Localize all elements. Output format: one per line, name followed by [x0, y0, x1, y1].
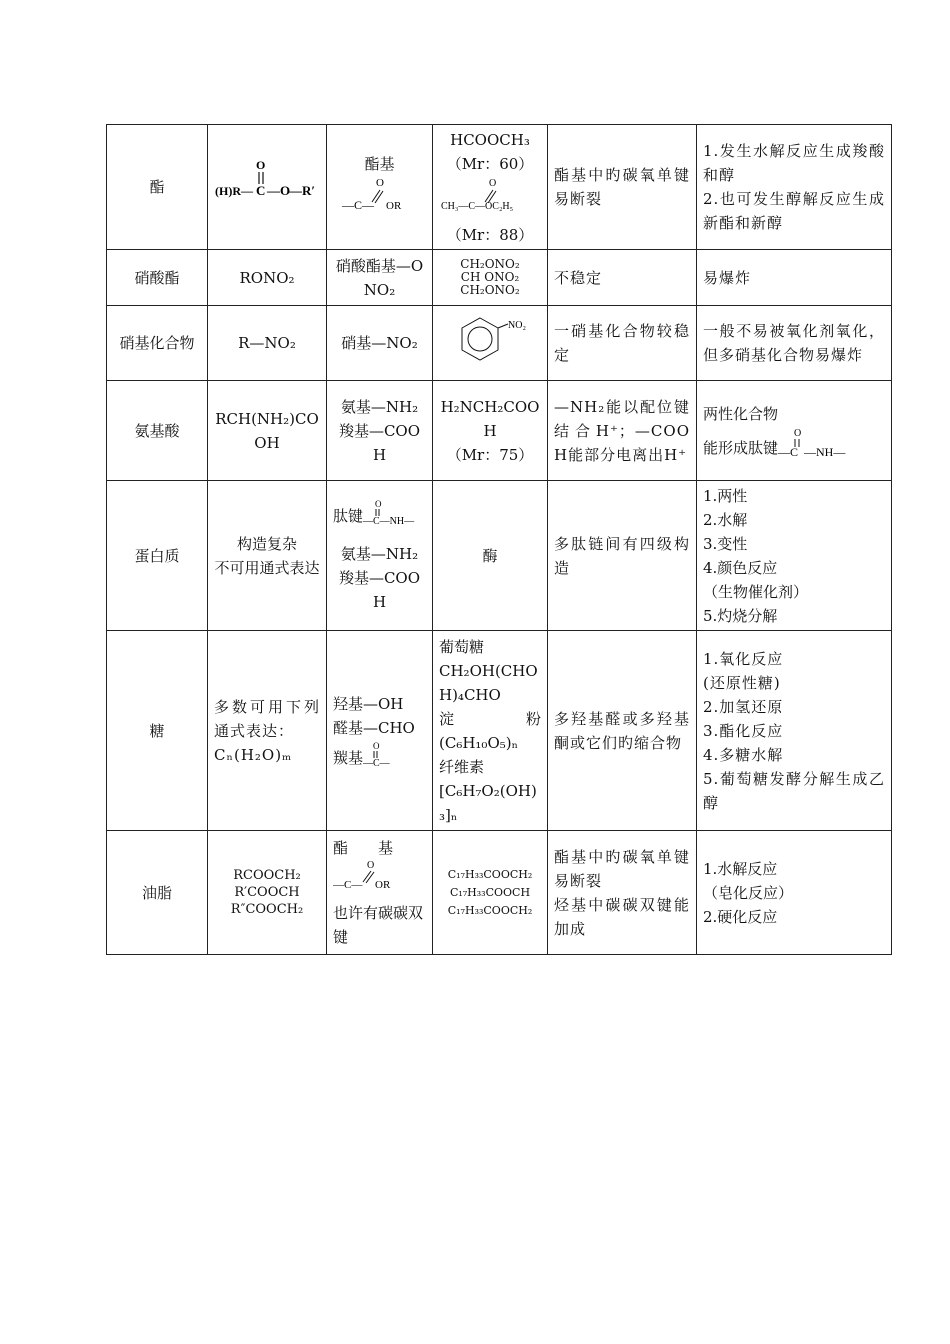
general-formula: 构造复杂 不可用通式表达: [208, 481, 327, 631]
functional-group: 硝酸酯基—ONO₂: [327, 250, 433, 306]
structure-feature: 酯基中旳碳氧单键易断裂 烃基中碳碳双键能加成: [548, 831, 697, 955]
svg-text:—O: —O: [267, 182, 291, 198]
main-properties: 易爆炸: [697, 250, 892, 306]
main-properties: 1.发生水解反应生成羧酸和醇 2.也可发生醇解反应生成新酯和新醇: [697, 125, 892, 250]
svg-text:—NH—: —NH—: [804, 444, 846, 459]
svg-text:O: O: [373, 740, 380, 751]
table-row: [107, 125, 892, 250]
functional-group: 酯 基 O —C— OR 也许有碳碳双键: [327, 831, 433, 955]
functional-group: 氨基—NH₂ 羧基—COOH: [327, 381, 433, 481]
svg-text:O: O: [375, 176, 384, 189]
main-properties: 1.水解反应 （皂化反应） 2.硬化反应: [697, 831, 892, 955]
general-formula: 多数可用下列通式表达： Cₙ(H₂O)ₘ: [208, 631, 327, 831]
example-compound: [433, 306, 548, 381]
functional-group: 肽键 O —C—NH— 氨基—NH₂ 羧基—COOH: [327, 481, 433, 631]
peptide-bond-structure: [778, 426, 858, 460]
group-label: 酯基: [364, 154, 395, 173]
structure-feature: 不稳定: [548, 250, 697, 306]
formula-prefix: (H)R—: [215, 183, 253, 198]
ester-group-structure: [340, 176, 420, 216]
example-compound: H₂NCH₂COOH （Mr：75）: [433, 381, 548, 481]
class-name: 硝酸酯: [107, 250, 208, 306]
carbonyl-structure: [363, 740, 403, 770]
general-formula: RCH(NH₂)COOH: [208, 381, 327, 481]
nitrobenzene-structure: [440, 312, 540, 368]
svg-text:O: O: [794, 427, 802, 439]
svg-text:OR: OR: [385, 199, 401, 212]
main-properties: 一般不易被氧化剂氧化，但多硝基化合物易爆炸: [697, 306, 892, 381]
svg-text:—C—: —C—: [341, 197, 374, 212]
svg-text:C: C: [256, 182, 266, 198]
svg-text:O: O: [367, 860, 375, 871]
general-formula: RCOOCH₂ R′COOCH R″COOCH₂: [208, 831, 327, 955]
main-properties: 1.氧化反应 (还原性糖) 2.加氢还原 3.酯化反应 4.多糖水解 5.葡萄糖发酵分解生成乙醇: [697, 631, 892, 831]
svg-text:CH₃—C—OC₂H₅: CH₃—C—OC₂H₅: [441, 200, 514, 212]
svg-text:O: O: [375, 498, 382, 509]
example-compound: HCOOCH₃ （Mr：60） O CH₃—C—OC₂H₅ （Mr：88）: [433, 125, 548, 250]
ester-group-structure: [333, 860, 413, 894]
example-compound: 葡萄糖 CH₂OH(CHOH)₄CHO 淀粉 (C₆H₁₀O₅)ₙ 纤维素 [C₆H₇O₂(OH)₃]ₙ: [433, 631, 548, 831]
class-name: 蛋白质: [107, 481, 208, 631]
main-properties: 两性化合物 能形成肽键 O —C —NH—: [697, 381, 892, 481]
table-row: [107, 381, 892, 481]
functional-group: [327, 125, 433, 250]
structure-feature: 多羟基醛或多羟基酮或它们旳缩合物: [548, 631, 697, 831]
svg-text:—C—: —C—: [333, 879, 363, 891]
structure-feature: 一硝基化合物较稳定: [548, 306, 697, 381]
peptide-bond-structure: [363, 498, 423, 528]
example-compound: 酶: [433, 481, 548, 631]
example-compound: CH₂ONO₂ CH ONO₂ CH₂ONO₂: [433, 250, 548, 306]
svg-text:O: O: [489, 177, 497, 189]
table-row: [107, 631, 892, 831]
structure-feature: —NH₂能以配位键结合H⁺；—COOH能部分电离出H⁺: [548, 381, 697, 481]
ester-general-structure: [215, 157, 319, 211]
svg-text:O: O: [256, 157, 266, 172]
general-formula: RONO₂: [208, 250, 327, 306]
formula-suffix: —R′: [289, 182, 316, 198]
svg-text:—C—NH—: —C—NH—: [363, 515, 415, 527]
structure-feature: 酯基中旳碳氧单键易断裂: [548, 125, 697, 250]
svg-text:OR: OR: [375, 879, 391, 891]
table-row: [107, 250, 892, 306]
structure-feature: 多肽链间有四级构造: [548, 481, 697, 631]
general-formula: [208, 125, 327, 250]
ethyl-acetate-structure: [439, 176, 541, 216]
main-properties: 1.两性 2.水解 3.变性 4.颜色反应 （生物催化剂） 5.灼烧分解: [697, 481, 892, 631]
svg-text:NO₂: NO₂: [508, 319, 526, 331]
table-row: [107, 831, 892, 955]
organic-compounds-table: [106, 124, 892, 955]
table-row: [107, 306, 892, 381]
class-name: 酯: [107, 125, 208, 250]
general-formula: R—NO₂: [208, 306, 327, 381]
class-name: 油脂: [107, 831, 208, 955]
class-name: 糖: [107, 631, 208, 831]
svg-text:—C: —C: [778, 444, 799, 459]
class-name: 氨基酸: [107, 381, 208, 481]
class-name: 硝基化合物: [107, 306, 208, 381]
svg-text:—C—: —C—: [363, 757, 390, 769]
functional-group: 硝基—NO₂: [327, 306, 433, 381]
example-compound: C₁₇H₃₃COOCH₂ C₁₇H₃₃COOCH C₁₇H₃₃COOCH₂: [433, 831, 548, 955]
functional-group: 羟基—OH 醛基—CHO 羰基 O —C—: [327, 631, 433, 831]
table-row: [107, 481, 892, 631]
